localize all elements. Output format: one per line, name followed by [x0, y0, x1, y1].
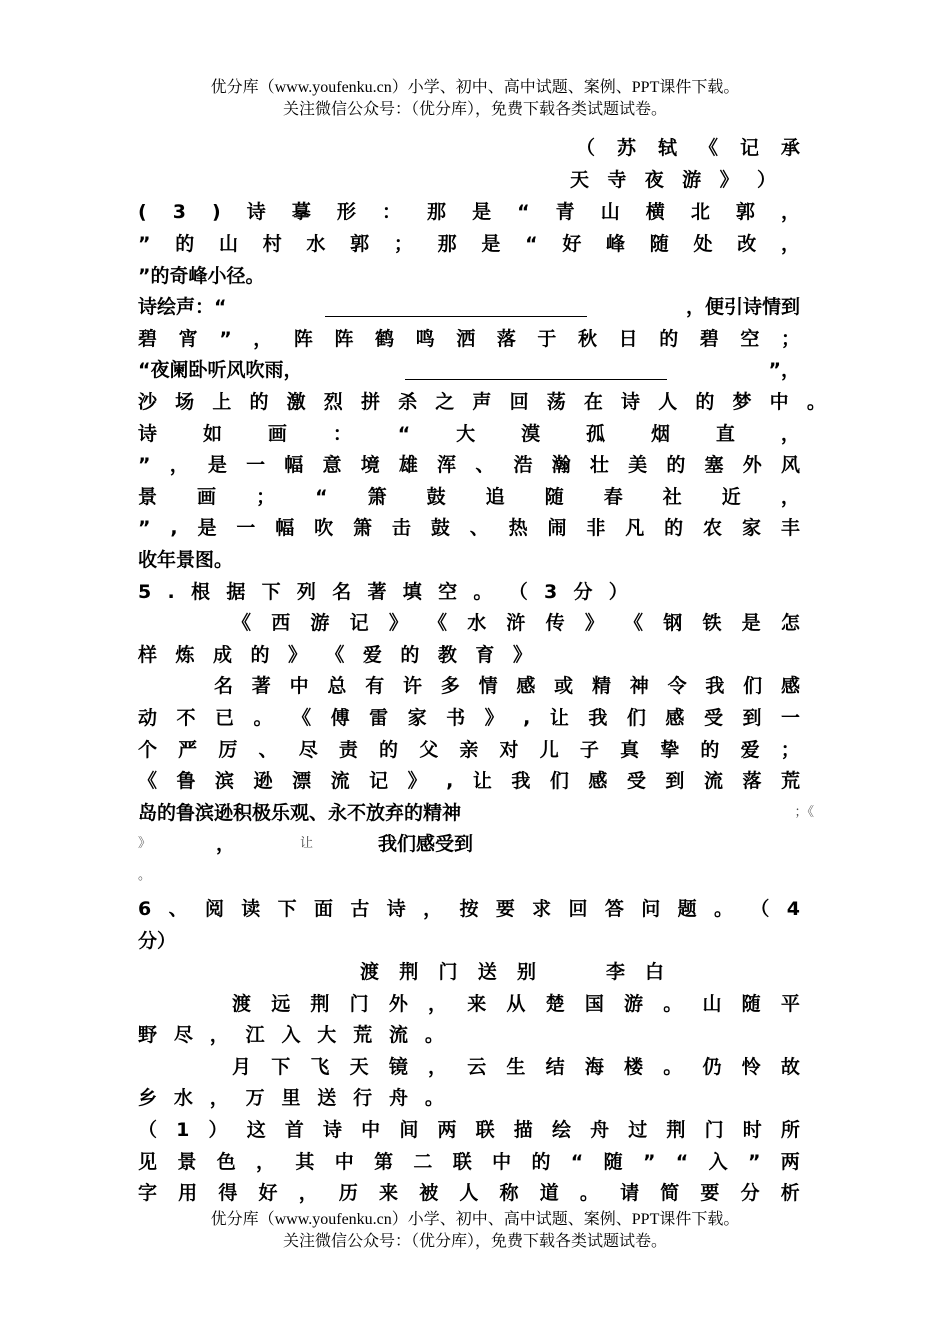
text-line: 》 ， 让 我们感受到: [138, 833, 474, 855]
text-line: 岛的鲁滨逊积极乐观、永不放弃的精神 ；《: [138, 802, 814, 824]
poem-title: 渡 荆 门 送 别: [360, 961, 536, 983]
text-line: “夜阑卧听风吹雨， ”，: [138, 359, 800, 381]
header-line-1: 优分库（www.youfenku.cn）小学、初中、高中试题、案例、PPT课件下载。: [210, 79, 740, 96]
text-line: ” , 是 一 幅 吹 箫 击 鼓 、 热 闹 非 凡 的 农 家 丰: [138, 517, 800, 539]
poem-line: 野 尽 ， 江 入 大 荒 流 。: [138, 1024, 444, 1046]
question-6-title-cont: 分）: [138, 930, 177, 952]
text-line: 名 著 中 总 有 许 多 情 感 或 精 神 令 我 们 感: [214, 675, 800, 697]
text-line: ”的奇峰小径。: [138, 265, 265, 287]
citation-line-2: 天 寺 夜 游 》 ）: [570, 169, 776, 191]
poem-author: 李 白: [606, 961, 664, 983]
text-line: 景 画 ； “ 箫 鼓 追 随 春 社 近 ，: [138, 486, 800, 508]
text-line: 《 鲁 滨 逊 漂 流 记 》 , 让 我 们 感 受 到 流 落 荒: [138, 770, 800, 792]
text-line: 诗 如 画 ： “ 大 漠 孤 烟 直 ，: [138, 423, 800, 445]
question-5-title: 5 . 根 据 下 列 名 著 填 空 。 （ 3 分 ）: [138, 581, 628, 603]
citation-line-1: （ 苏 轼 《 记 承: [576, 137, 800, 159]
book-list-line-1: 《 西 游 记 》 《 水 浒 传 》 《 钢 铁 是 怎: [232, 612, 800, 634]
question-text: （ 1 ） 这 首 诗 中 间 两 联 描 绘 舟 过 荆 门 时 所: [138, 1119, 800, 1141]
footer-line-2: 关注微信公众号：（优分库），免费下载各类试题试卷。: [282, 1233, 667, 1250]
text-line: 沙 场 上 的 激 烈 拼 杀 之 声 回 荡 在 诗 人 的 梦 中 。: [138, 391, 826, 413]
book-list-line-2: 样 炼 成 的 》 《 爱 的 教 育 》: [138, 644, 532, 666]
text-line: 。: [138, 868, 152, 883]
poem-line: 乡 水 ， 万 里 送 行 舟 。: [138, 1087, 444, 1109]
text-line: 诗绘声：“ ，便引诗情到: [138, 296, 800, 318]
text-line: ( 3 ) 诗 摹 形 ： 那 是 “ 青 山 横 北 郭 ，: [138, 201, 800, 223]
text-line: ” 的 山 村 水 郭 ； 那 是 “ 好 峰 随 处 改 ，: [138, 233, 800, 255]
text-line: 个 严 厉 、 尽 责 的 父 亲 对 儿 子 真 挚 的 爱 ；: [138, 739, 800, 761]
footer-line-1: 优分库（www.youfenku.cn）小学、初中、高中试题、案例、PPT课件下载。: [210, 1211, 740, 1228]
text-line: ” ， 是 一 幅 意 境 雄 浑 、 浩 瀚 壮 美 的 塞 外 风: [138, 454, 800, 476]
text-line: 动 不 已 。 《 傅 雷 家 书 》 , 让 我 们 感 受 到 一: [138, 707, 800, 729]
text-line: 收年景图。: [138, 549, 234, 571]
poem-line: 月 下 飞 天 镜 ， 云 生 结 海 楼 。 仍 怜 故: [232, 1056, 800, 1078]
poem-line: 渡 远 荆 门 外 ， 来 从 楚 国 游 。 山 随 平: [232, 993, 800, 1015]
fill-blank[interactable]: [405, 361, 667, 380]
question-text: 见 景 色 ， 其 中 第 二 联 中 的 “ 随 ” “ 入 ” 两: [138, 1151, 800, 1173]
text-line: 碧 宵 ” ， 阵 阵 鹤 鸣 洒 落 于 秋 日 的 碧 空 ；: [138, 328, 800, 350]
question-text: 字 用 得 好 ， 历 来 被 人 称 道 。 请 简 要 分 析: [138, 1182, 800, 1204]
question-6-title: 6 、 阅 读 下 面 古 诗 ， 按 要 求 回 答 问 题 。 （ 4: [138, 898, 800, 920]
header-line-2: 关注微信公众号：（优分库），免费下载各类试题试卷。: [282, 101, 667, 118]
fill-blank[interactable]: [325, 298, 587, 317]
